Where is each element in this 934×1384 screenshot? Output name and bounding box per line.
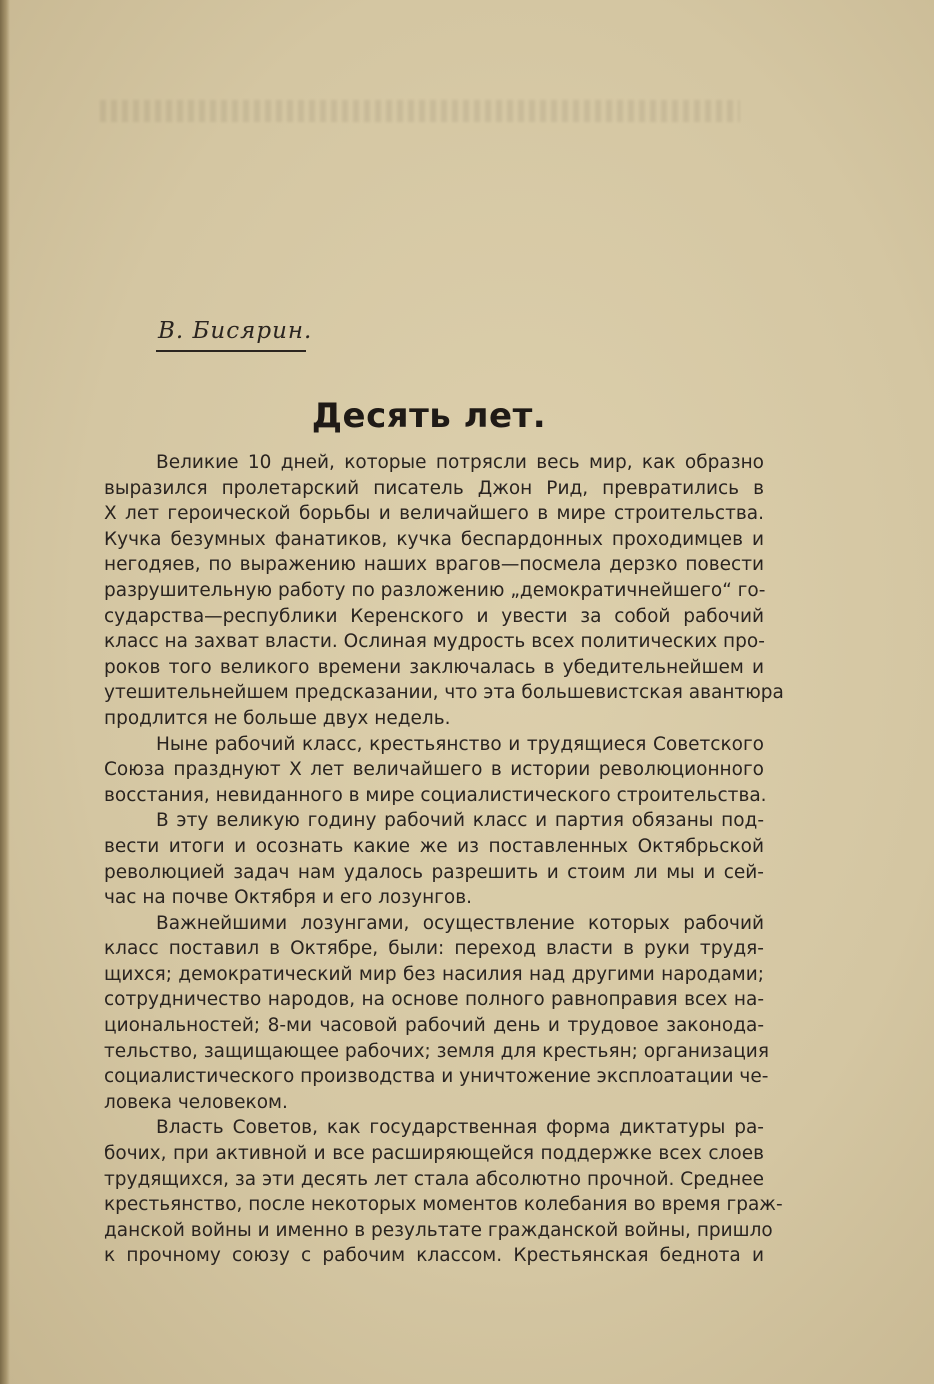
text-line: циональностей; 8-ми часовой рабочий день и трудовое законода- [104,1015,764,1037]
text-line: продлится не больше двух недель. [104,707,451,729]
text-line: сударства—республики Керенского и увести за собой рабочий [104,605,764,627]
text-line: бочих, при активной и все расширяющейся поддержке всех слоев [104,1143,764,1165]
text-line: X лет героической борьбы и величайшего в мире строительства. [104,503,764,525]
article-body [104,450,784,1269]
page-spine-edge [0,0,10,1384]
text-line: к прочному союзу с рабочим классом. Крестьянская беднота и [104,1245,764,1267]
paragraph [104,732,767,809]
text-line: Союза празднуют X лет величайшего в истории революционного [104,759,764,781]
text-line: социалистического производства и уничтожение эксплоатации че- [104,1066,769,1088]
text-line: щихся; демократический мир без насилия над другими народами; [104,963,764,985]
text-line: крестьянство, после некоторых моментов колебания во время граж- [104,1194,783,1216]
text-line: сотрудничество народов, на основе полного равноправия всех на- [104,989,764,1011]
text-line: Великие 10 дней, которые потрясли весь мир, как образно [156,452,764,473]
text-line: Власть Советов, как государственная форма диктатуры ра- [156,1117,764,1139]
text-line: Ныне рабочий класс, крестьянство и трудящиеся Советского [156,733,764,755]
text-line: ловека человеком. [104,1091,288,1113]
text-line: выразился пролетарский писатель Джон Рид, превратились в [104,477,764,499]
paragraph [104,450,784,732]
article-title: Десять лет. [311,396,547,436]
text-line: класс поставил в Октябре, были: переход власти в руки трудя- [104,938,764,960]
text-line: Кучка безумных фанатиков, кучка беспардонных проходимцев и [104,528,764,550]
text-line: В эту великую годину рабочий класс и партия обязаны под- [156,810,764,832]
text-line: тельство, защищающее рабочих; земля для крестьян; организация [104,1040,769,1062]
text-line: разрушительную работу по разложению „демократичнейшего“ го- [104,579,766,601]
text-line: данской войны и именно в результате гражданской войны, пришло [104,1219,773,1241]
bleed-through-text [100,100,740,122]
author-underline [156,350,306,352]
paragraph [104,911,769,1116]
text-line: класс на захват власти. Ослиная мудрость всех политических про- [104,631,765,653]
author-name: В. Бисярин. [158,318,313,344]
paragraph [104,808,764,910]
text-line: Важнейшими лозунгами, осуществление которых рабочий [156,912,764,934]
text-line: вести итоги и осознать какие же из поставленных Октябрьской [104,835,764,857]
text-line: час на почве Октября и его лозунгов. [104,887,472,909]
text-line: утешительнейшем предсказании, что эта большевистская авантюра [104,682,784,704]
text-line: восстания, невиданного в мире социалистического строительства. [104,784,767,806]
text-line: трудящихся, за эти десять лет стала абсолютно прочной. Среднее [104,1168,764,1190]
paragraph [104,1115,783,1269]
text-line: негодяев, по выражению наших врагов—посмела дерзко повести [104,554,764,576]
text-line: роков того великого времени заключалась в убедительнейшем и [104,656,764,678]
text-line: революцией задач нам удалось разрешить и стоим ли мы и сей- [104,861,764,883]
